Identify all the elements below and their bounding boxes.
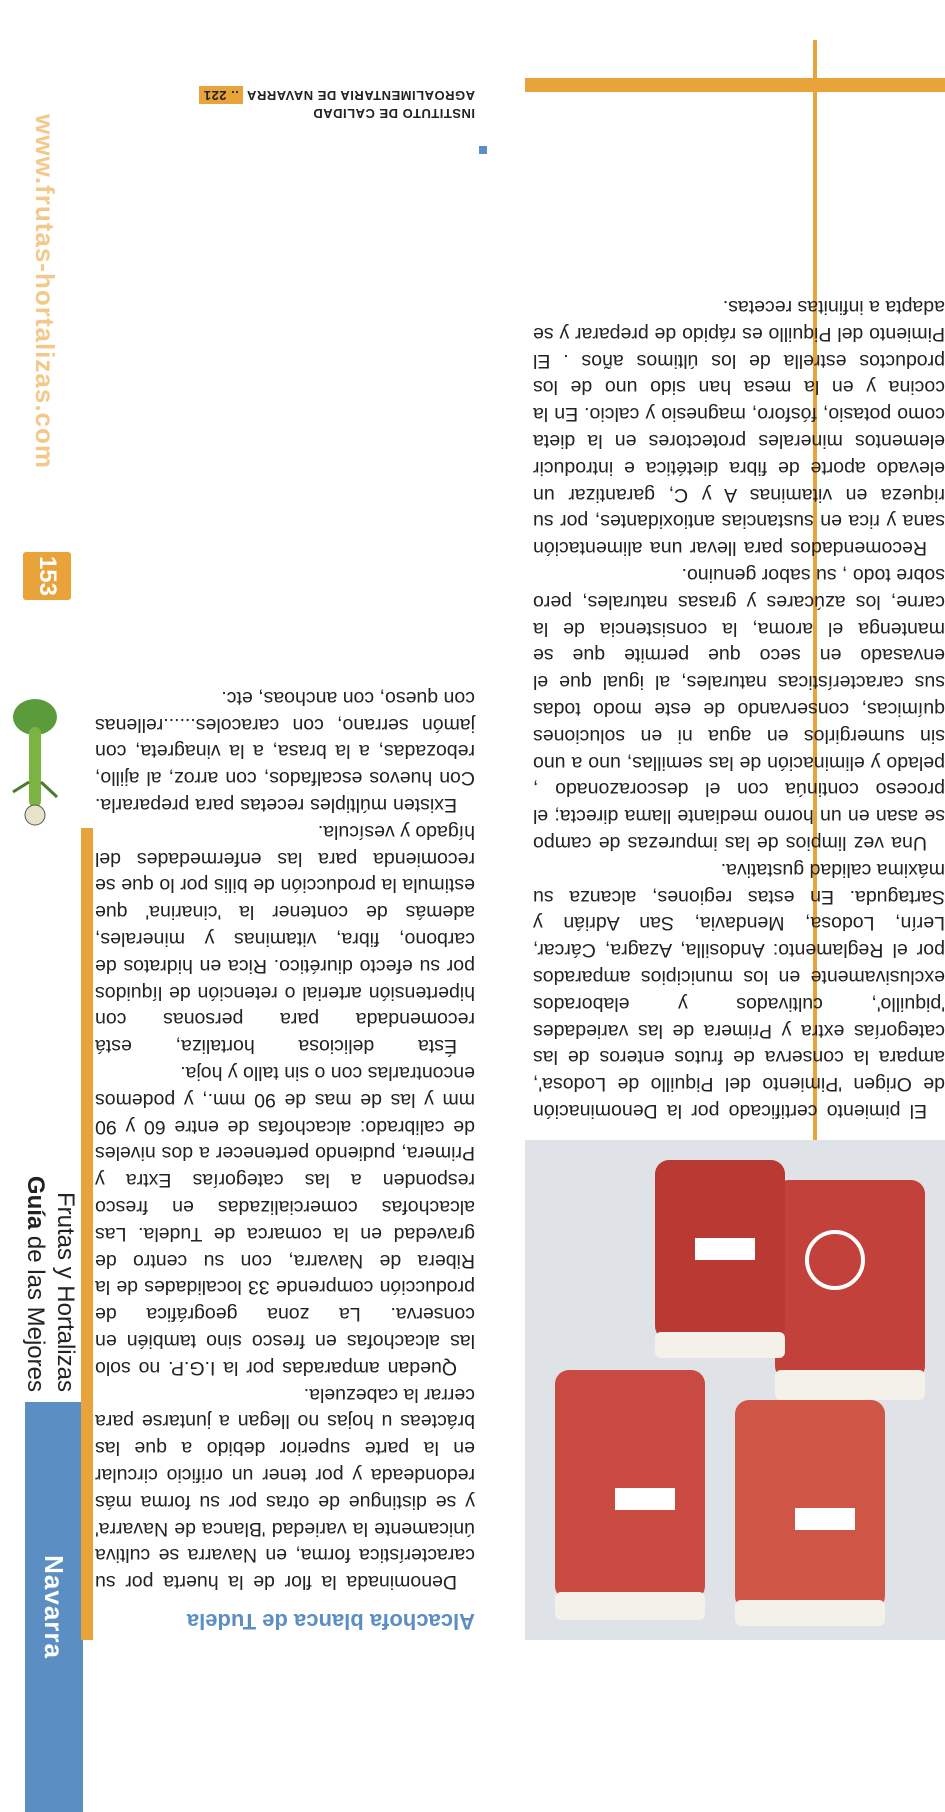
- credit-line1: INSTITUTO DE CALIDAD: [312, 106, 475, 121]
- pimiento-paragraph: El pimiento certificado por la Denominación de Origen 'Pimiento del Piquillo de Lodosa', ampara la conserva de frutos enteros de las categorías extra y Primera de las variedades 'piquillo', cultivados y elaborados exclusivamente en los municipios amparados por el Reglamento: Andosilla, Azagra, Cárcar, Lerín, Lodosa, Mendavia, San Adrián y Sartaguda. En estas regiones, alcanza su máxima calidad gustativa.: [533, 858, 945, 1122]
- credit-marker: [479, 146, 487, 154]
- footer-rule: [525, 78, 945, 92]
- right-column-rule: [81, 828, 93, 1640]
- guide-title-line1: [20, 1176, 50, 1392]
- credit-line2: AGROALIMENTARIA DE NAVARRA: [247, 88, 475, 103]
- guide-title-bold: Guía: [22, 1175, 49, 1230]
- website-url: www.frutas-hortalizas.com: [30, 114, 61, 470]
- website-url-wrap: [25, 52, 65, 532]
- credit-block: [95, 86, 475, 122]
- alcachofa-column: [95, 684, 475, 1634]
- credit-line2-wrap: [95, 86, 475, 104]
- mascot-illustration: [5, 697, 65, 837]
- page-number-box: [23, 552, 71, 600]
- pimiento-paragraph: Una vez limpios de las impurezas de campo se asan en un horno mediante llama directa; el proceso continúa con el descorazonado , pelado y eliminación de las semillas, uno a uno sin sumergirlos en agua ni en soluciones químicas, conservando de este modo todas sus características naturales, al igual que el envasado en seco que permite que se mantenga el aroma, la consistencia de la carne, los azúcares y grasas naturales, pero sobre todo , su sabor genuino.: [533, 564, 945, 855]
- alcachofa-paragraph: Ésta deliciosa hortaliza, está recomendada para personas con hipertensión arterial o retención de líquidos por su efecto diurético. Rica en hidratos de carbono, fibra, vitaminas y minerales, además de contener la 'cinarina' que estimula la producción de bilis por lo que se recomienda para las enfermedades del hígado y vesícula.: [95, 820, 475, 1058]
- page-number: 153: [34, 555, 61, 597]
- region-label-wrap: [25, 1402, 83, 1812]
- credit-number: .. 221: [199, 86, 243, 104]
- pimiento-column: [533, 293, 945, 1124]
- alcachofa-paragraph: Quedan amparadas por la I.G.P. no solo las alcachofas en fresco sino también en conserva. La zona geográfica de producción comprende 33 localidades de la Ribera de Navarra, con su centro de gravedad en la comarca de Tudela. Las alcachofas comercializadas en fresco responden a las categorías Extra y Primera, pudiendo pertenecer a dos niveles de calibrado: alcachofas de entre 60 y 90 mm y las de mas de 90 mm., y podemos encontrarlas con o sin tallo y hoja.: [95, 1062, 475, 1379]
- article-title: Alcachofa blanca de Tudela: [186, 1609, 475, 1634]
- guide-title-line2: Frutas y Hortalizas: [52, 1191, 79, 1392]
- alcachofa-paragraph: Denominada la flor de la huerta por su característica forma, en Navarra se cultiva únicamente la variedad 'Blanca de Navarra' y se distingue de otras por su forma más redondeada y por tener un orificio circular en la parte superior debido a que las brácteas u hojas no llegan a juntarse para cerrar la cabezuela.: [95, 1383, 475, 1594]
- pepper-jars-image: [525, 1140, 945, 1640]
- pepper-jars-photo: [525, 1140, 945, 1640]
- region-label: Navarra: [39, 1555, 70, 1659]
- guide-title-rest: de las Mejores: [22, 1229, 49, 1392]
- alcachofa-paragraph: Existen múltiples recetas para prepararla. Con huevos escalfados, con arroz, al ajillo, rebozadas, a la brasa, a la vinagreta, con jamón serrano, con caracoles......rellenas con queso, con anchoas, etc.: [95, 686, 475, 817]
- guide-title: [10, 932, 90, 1392]
- pimiento-paragraph: Recomendados para llevar una alimentación sana y rica en sustancias antioxidantes, por su riqueza en vitaminas A y C, garantizar un elevado aporte de fibra dietética e introducir elementos minerales protectores en la dieta como potasio, fósforo, magnesio y calcio. En la cocina y en la mesa han sido uno de los productos estrella de los últimos años . El Pimiento del Piquillo es rápido de preparar y se adapta a infinitas recetas.: [533, 296, 945, 560]
